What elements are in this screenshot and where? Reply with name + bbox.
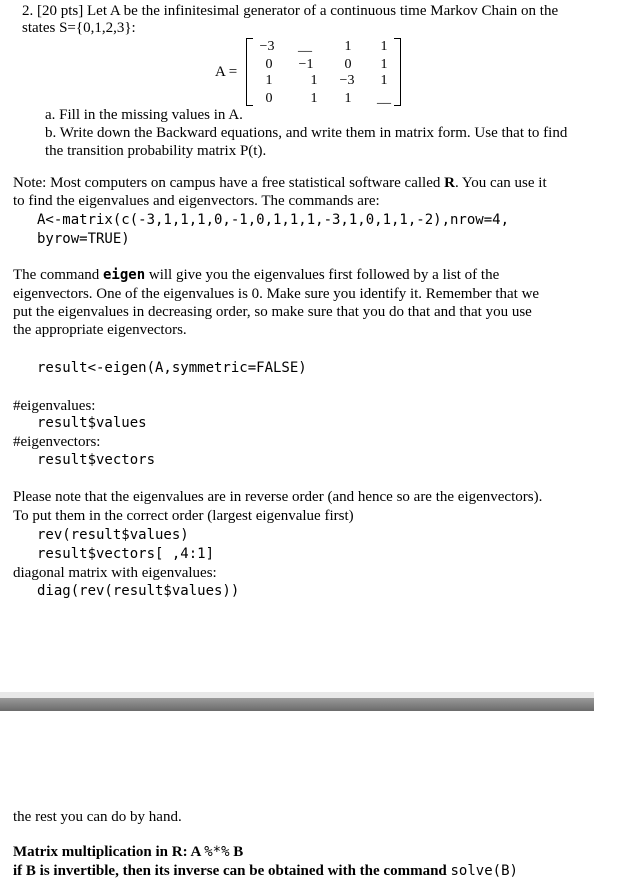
- eigen-line-3: put the eigenvalues in decreasing order, so make sure that you do that and that you use: [13, 304, 532, 320]
- matrix-cell: 1: [310, 73, 318, 88]
- matrix-multiplication-line: [13, 843, 243, 862]
- reverse-line-2: To put them in the correct order (largest eigenvalue first): [13, 508, 354, 524]
- task-a: a. Fill in the missing values in A.: [45, 107, 243, 123]
- note-text: Note: Most computers on campus have a free statistical software called: [13, 175, 445, 191]
- note-text: . You can use it: [454, 175, 547, 191]
- note-line-2: to find the eigenvalues and eigenvectors. The commands are:: [13, 193, 380, 209]
- code-diag: diag(rev(result$values)): [37, 583, 240, 599]
- matrix-cell-missing: __: [298, 39, 312, 54]
- eigenvalues-comment: #eigenvalues:: [13, 398, 96, 414]
- mult-label: Matrix multiplication in R: A: [13, 844, 205, 860]
- code-rev-vectors: result$vectors[ ,4:1]: [37, 546, 215, 562]
- inverse-line: [13, 862, 518, 881]
- matrix-cell: −3: [339, 73, 355, 88]
- note-line-1: [13, 174, 547, 193]
- matrix-cell: 0: [344, 57, 352, 72]
- code-matrix-line-1: A<-matrix(c(-3,1,1,1,0,-1,0,1,1,1,-3,1,0,1,1,-2),nrow=4,: [37, 212, 510, 228]
- code-eigenvectors: result$vectors: [37, 452, 156, 468]
- matrix-cell: 1: [380, 73, 388, 88]
- matrix-cell: 1: [344, 39, 352, 54]
- code-rev-values: rev(result$values): [37, 527, 189, 543]
- mult-operand: B: [229, 844, 244, 860]
- reverse-line-1: Please note that the eigenvalues are in reverse order (and hence so are the eigenvectors).: [13, 489, 543, 505]
- task-b-line-2: the transition probability matrix P(t).: [45, 143, 267, 159]
- diag-label: diagonal matrix with eigenvalues:: [13, 565, 217, 581]
- matrix-cell: −1: [298, 57, 314, 72]
- inverse-label: if B is invertible, then its inverse can be obtained with the command: [13, 863, 451, 879]
- problem-line-2: states S={0,1,2,3}:: [22, 20, 136, 36]
- eigen-line-4: the appropriate eigenvectors.: [13, 322, 187, 338]
- matrix-cell: −3: [259, 39, 275, 54]
- eigenvectors-comment: #eigenvectors:: [13, 434, 101, 450]
- task-b-line-1: b. Write down the Backward equations, and write them in matrix form. Use that to find: [45, 125, 568, 141]
- matrix-cell-missing: __: [377, 91, 391, 106]
- software-name: R: [444, 175, 455, 191]
- eigen-line-1: [13, 266, 499, 285]
- matrix-cell: 0: [265, 91, 273, 106]
- page-break-bar: [0, 698, 594, 711]
- code-matrix-line-2: byrow=TRUE): [37, 231, 130, 247]
- eigen-text: will give you the eigenvalues first followed by a list of the: [145, 267, 500, 283]
- matrix-cell: 0: [265, 57, 273, 72]
- matrix-cell: 1: [310, 91, 318, 106]
- rest-by-hand: the rest you can do by hand.: [13, 809, 182, 825]
- problem-line-1: 2. [20 pts] Let A be the infinitesimal generator of a continuous time Markov Chain on the: [22, 3, 559, 19]
- inverse-command: solve(B): [450, 863, 518, 879]
- code-eigen-call: result<-eigen(A,symmetric=FALSE): [37, 360, 307, 376]
- eigen-command: eigen: [102, 267, 146, 283]
- code-eigenvalues: result$values: [37, 415, 147, 431]
- matrix-cell: 1: [344, 91, 352, 106]
- matrix-cell: 1: [380, 39, 388, 54]
- matrix-cell: 1: [380, 57, 388, 72]
- eigen-text: The command: [13, 267, 103, 283]
- eigen-line-2: eigenvectors. One of the eigenvalues is 0. Make sure you identify it. Remember that we: [13, 286, 540, 302]
- matrix-cell: 1: [265, 73, 273, 88]
- mult-operator: %*%: [204, 844, 230, 860]
- matrix-label: A =: [215, 64, 238, 80]
